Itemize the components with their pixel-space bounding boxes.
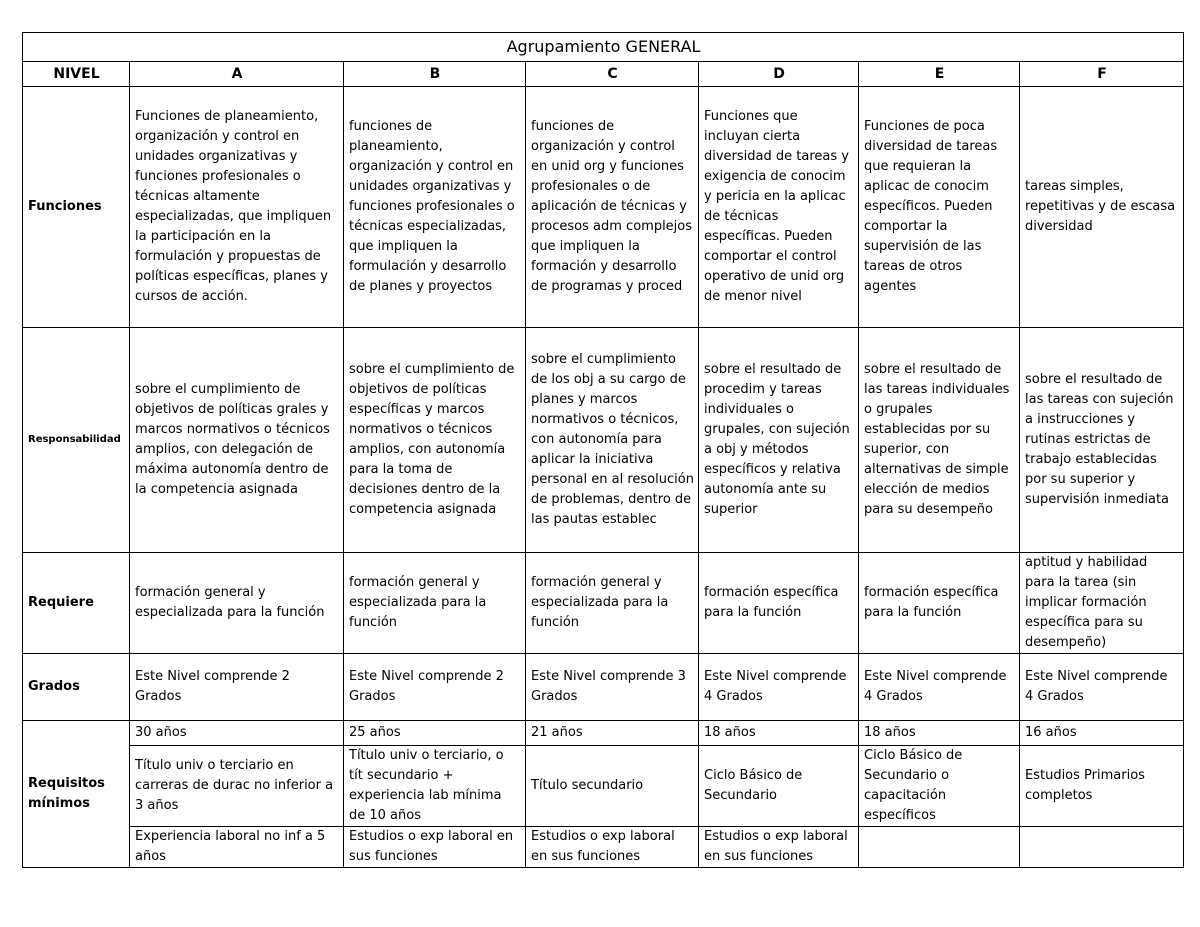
cell-responsabilidad-c: sobre el cumplimiento de los obj a su cargo de planes y marcos normativos o técnicos, con autonomía para aplicar la iniciativa personal en al resolución de problemas, dentro de las pautas establec [526,328,699,553]
header-c: C [526,62,699,87]
cell-titulo-a: Título univ o terciario en carreras de durac no inferior a 3 años [130,746,344,827]
row-requiere [23,553,1184,654]
cell-edad-c: 21 años [526,721,699,746]
row-responsabilidad [23,328,1184,553]
cell-responsabilidad-f: sobre el resultado de las tareas con sujeción a instrucciones y rutinas estrictas de trabajo establecidas por su superior y supervisión inmediata [1020,328,1184,553]
cell-titulo-e: Ciclo Básico de Secundario o capacitación específicos [859,746,1020,827]
row-label-funciones: Funciones [23,87,130,328]
cell-requiere-e: formación específica para la función [859,553,1020,654]
cell-edad-a: 30 años [130,721,344,746]
header-nivel: NIVEL [23,62,130,87]
row-titulo [23,746,1184,827]
cell-requiere-b: formación general y especializada para la función [344,553,526,654]
cell-grados-f: Este Nivel comprende 4 Grados [1020,654,1184,721]
cell-funciones-e: Funciones de poca diversidad de tareas que requieran la aplicac de conocim específicos. Pueden comportar la supervisión de las tareas de otros agentes [859,87,1020,328]
cell-funciones-f: tareas simples, repetitivas y de escasa diversidad [1020,87,1184,328]
cell-funciones-b: funciones de planeamiento, organización y control en unidades organizativas y funciones profesionales o técnicas especializadas, que impliquen la formulación y desarrollo de planes y proyectos [344,87,526,328]
cell-grados-b: Este Nivel comprende 2 Grados [344,654,526,721]
cell-responsabilidad-b: sobre el cumplimiento de objetivos de políticas específicas y marcos normativos o técnicos amplios, con autonomía para la toma de decisiones dentro de la competencia asignada [344,328,526,553]
header-d: D [699,62,859,87]
cell-requiere-c: formación general y especializada para la función [526,553,699,654]
cell-requiere-a: formación general y especializada para la función [130,553,344,654]
row-grados [23,654,1184,721]
cell-grados-a: Este Nivel comprende 2 Grados [130,654,344,721]
cell-edad-e: 18 años [859,721,1020,746]
cell-edad-f: 16 años [1020,721,1184,746]
cell-titulo-b: Título univ o terciario, o tít secundario + experiencia lab mínima de 10 años [344,746,526,827]
cell-requiere-f: aptitud y habilidad para la tarea (sin implicar formación específica para su desempeño) [1020,553,1184,654]
row-label-grados: Grados [23,654,130,721]
header-a: A [130,62,344,87]
cell-funciones-a: Funciones de planeamiento, organización y control en unidades organizativas y funciones profesionales o técnicas altamente especializadas, que impliquen la participación en la formulación y propuestas de políticas específicas, planes y cursos de acción. [130,87,344,328]
cell-experiencia-b: Estudios o exp laboral en sus funciones [344,827,526,868]
cell-grados-d: Este Nivel comprende 4 Grados [699,654,859,721]
cell-experiencia-a: Experiencia laboral no inf a 5 años [130,827,344,868]
cell-experiencia-f [1020,827,1184,868]
cell-edad-b: 25 años [344,721,526,746]
cell-grados-e: Este Nivel comprende 4 Grados [859,654,1020,721]
cell-funciones-c: funciones de organización y control en unid org y funciones profesionales o de aplicación de técnicas y procesos adm complejos que impliquen la formación y desarrollo de programas y proced [526,87,699,328]
cell-grados-c: Este Nivel comprende 3 Grados [526,654,699,721]
row-edad [23,721,1184,746]
header-b: B [344,62,526,87]
row-label-requisitos: Requisitos mínimos [23,721,130,868]
cell-responsabilidad-a: sobre el cumplimiento de objetivos de políticas grales y marcos normativos o técnicos amplios, con delegación de máxima autonomía dentro de la competencia asignada [130,328,344,553]
row-label-responsabilidad: Responsabilidad [23,328,130,553]
cell-edad-d: 18 años [699,721,859,746]
row-funciones [23,87,1184,328]
cell-funciones-d: Funciones que incluyan cierta diversidad de tareas y exigencia de conocim y pericia en la aplicac de técnicas específicas. Pueden comportar el control operativo de unid org de menor nivel [699,87,859,328]
table-title: Agrupamiento GENERAL [23,33,1184,62]
cell-experiencia-e [859,827,1020,868]
cell-titulo-f: Estudios Primarios completos [1020,746,1184,827]
cell-responsabilidad-d: sobre el resultado de procedim y tareas individuales o grupales, con sujeción a obj y métodos específicos y relativa autonomía ante su superior [699,328,859,553]
header-f: F [1020,62,1184,87]
agrupamiento-table [22,32,1184,868]
cell-titulo-d: Ciclo Básico de Secundario [699,746,859,827]
header-e: E [859,62,1020,87]
row-label-requiere: Requiere [23,553,130,654]
cell-responsabilidad-e: sobre el resultado de las tareas individuales o grupales establecidas por su superior, con alternativas de simple elección de medios para su desempeño [859,328,1020,553]
cell-titulo-c: Título secundario [526,746,699,827]
cell-experiencia-d: Estudios o exp laboral en sus funciones [699,827,859,868]
cell-requiere-d: formación específica para la función [699,553,859,654]
cell-experiencia-c: Estudios o exp laboral en sus funciones [526,827,699,868]
row-experiencia [23,827,1184,868]
